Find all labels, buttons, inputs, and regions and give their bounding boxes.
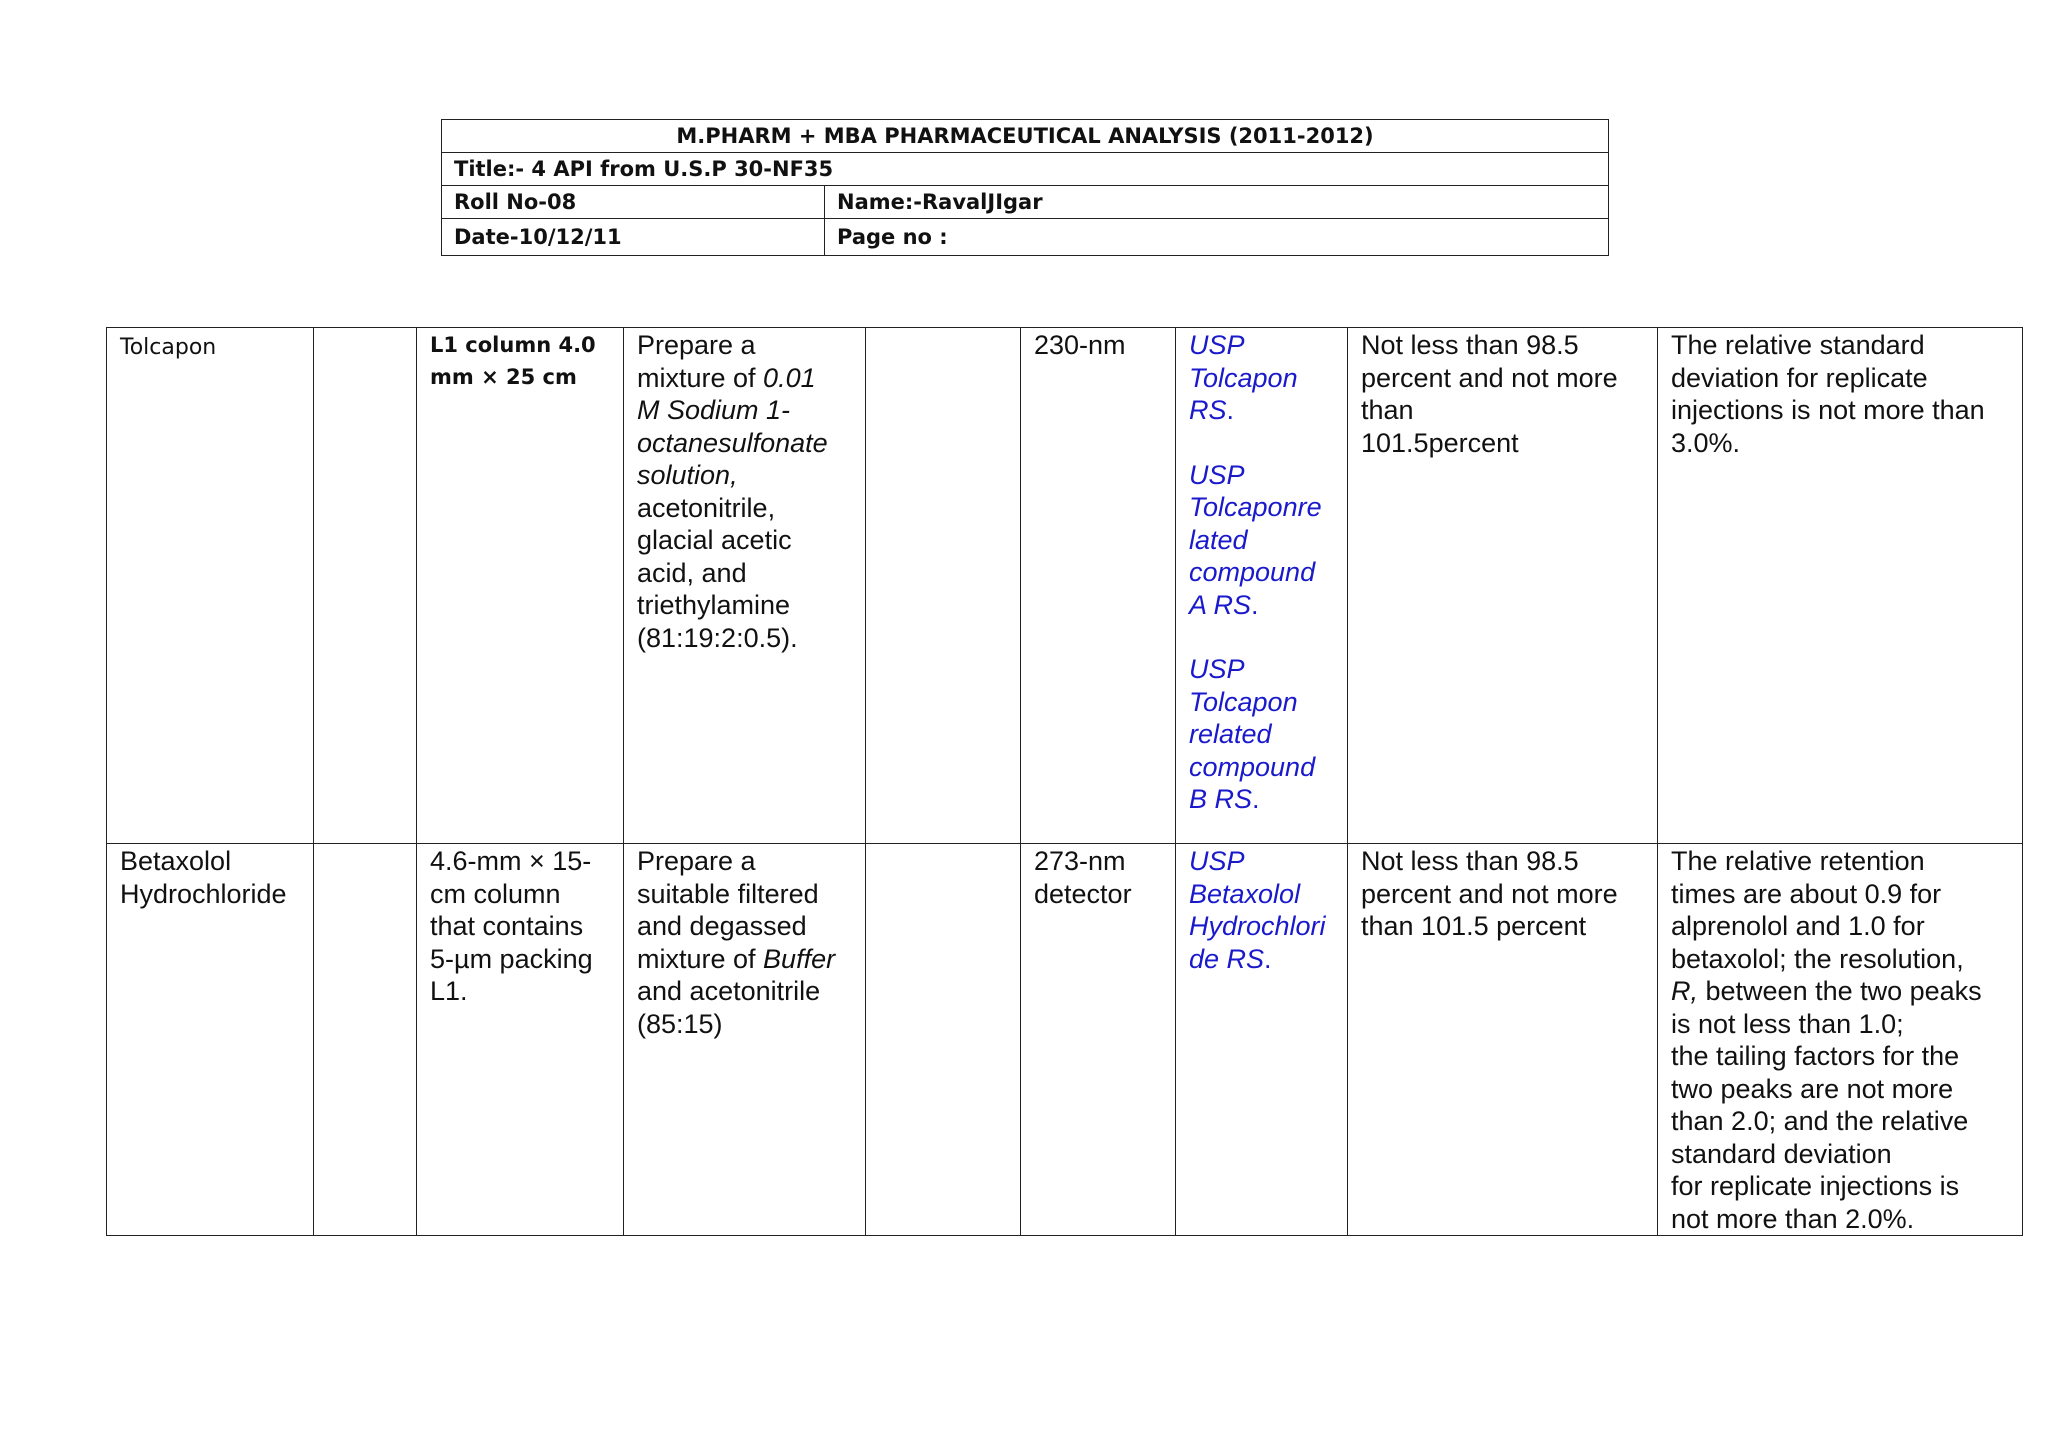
suitability-text: alprenolol and 1.0 for	[1671, 911, 1925, 941]
course-title: M.PHARM + MBA PHARMACEUTICAL ANALYSIS (2011-2012)	[442, 120, 1609, 153]
drug-name: Betaxolol	[120, 846, 232, 876]
date: Date-10/12/11	[442, 219, 825, 256]
suitability-cell	[1658, 844, 2023, 1236]
suitability-text: standard deviation	[1671, 1138, 1892, 1169]
suitability-italic: R,	[1671, 976, 1698, 1006]
header-row-roll	[442, 186, 1609, 219]
mobile-phase-cell	[624, 844, 866, 1236]
detector-text: 230-nm	[1034, 330, 1126, 360]
empty-cell	[314, 328, 417, 844]
mobile-phase-italic: Buffer	[763, 943, 836, 974]
column-cell	[417, 328, 624, 844]
suitability-text: is not less than 1.0;	[1671, 1008, 1904, 1039]
empty-cell	[866, 328, 1021, 844]
suitability-text: The relative retention	[1671, 846, 1925, 876]
mobile-phase-text	[637, 943, 852, 976]
mobile-phase-text: and acetonitrile	[637, 976, 821, 1006]
reference-standard-cell	[1176, 844, 1348, 1236]
reference-text	[1189, 783, 1334, 816]
limits-text: percent and not more	[1361, 362, 1618, 393]
detector-cell	[1021, 844, 1176, 1236]
detector-cell	[1021, 328, 1176, 844]
suitability-text	[1671, 975, 2009, 1008]
reference-text: Betaxolol	[1189, 878, 1301, 909]
limits-text: than 101.5 percent	[1361, 911, 1587, 941]
header-row-title	[442, 153, 1609, 186]
reference-text: compound	[1189, 557, 1316, 587]
limits-text: percent and not more	[1361, 878, 1618, 909]
mobile-phase-text: (85:15)	[637, 1008, 723, 1039]
suitability-text: betaxolol; the resolution,	[1671, 943, 1964, 974]
drug-name: Tolcapon	[120, 335, 217, 360]
reference-text	[1189, 589, 1334, 622]
reference-standard	[1189, 653, 1334, 816]
suitability-cell	[1658, 328, 2023, 844]
reference-text	[1189, 943, 1334, 976]
reference-text: USP	[1189, 459, 1245, 490]
limits-text: Not less than 98.5	[1361, 330, 1579, 360]
reference-text: Hydrochlori	[1189, 911, 1326, 941]
suitability-text: two peaks are not more	[1671, 1073, 1954, 1104]
suitability-text: than 2.0; and the relative	[1671, 1106, 1969, 1136]
mobile-phase-text	[637, 362, 852, 395]
limits-text: 101.5percent	[1361, 427, 1519, 458]
mobile-phase-italic: M Sodium 1-	[637, 395, 791, 425]
document-title: Title:- 4 API from U.S.P 30-NF35	[442, 153, 1609, 186]
drug-name: Hydrochloride	[120, 878, 287, 909]
suitability-text: injections is not more than	[1671, 395, 1985, 425]
reference-standard	[1189, 459, 1334, 622]
mobile-phase-text: Prepare a	[637, 330, 756, 360]
header-row-date	[442, 219, 1609, 256]
mobile-phase-text: mixture of	[637, 943, 764, 974]
mobile-phase-text: triethylamine	[637, 590, 791, 620]
mobile-phase-text: Prepare a	[637, 846, 756, 876]
mobile-phase-text: glacial acetic	[637, 525, 792, 555]
mobile-phase-text: suitable filtered	[637, 878, 819, 909]
table-row	[107, 844, 2023, 1236]
reference-text: Tolcaponre	[1189, 492, 1322, 522]
mobile-phase-text: (81:19:2:0.5).	[637, 622, 798, 653]
mobile-phase-text: acetonitrile,	[637, 492, 776, 523]
reference-text: A RS	[1189, 589, 1252, 620]
suitability-text: times are about 0.9 for	[1671, 878, 1942, 909]
reference-period: .	[1252, 784, 1260, 814]
page-number: Page no :	[825, 219, 1609, 256]
column-text: cm column	[430, 878, 561, 909]
column-text: L1.	[430, 976, 468, 1006]
empty-cell	[314, 844, 417, 1236]
reference-text: compound	[1189, 751, 1316, 782]
analysis-table	[106, 327, 2023, 1236]
mobile-phase-text: and degassed	[637, 911, 807, 941]
suitability-text: deviation for replicate	[1671, 362, 1928, 393]
reference-text: RS	[1189, 395, 1227, 425]
reference-text: lated	[1189, 524, 1248, 555]
limits-cell	[1348, 844, 1658, 1236]
header-row-course	[442, 120, 1609, 153]
mobile-phase-text: mixture of	[637, 362, 764, 393]
mobile-phase-text: acid, and	[637, 557, 747, 588]
reference-standard-cell	[1176, 328, 1348, 844]
limits-cell	[1348, 328, 1658, 844]
empty-cell	[866, 844, 1021, 1236]
reference-text: USP	[1189, 846, 1245, 876]
reference-text: related	[1189, 719, 1272, 749]
reference-period: .	[1251, 589, 1259, 620]
suitability-text: for replicate injections is	[1671, 1171, 1960, 1201]
limits-text: Not less than 98.5	[1361, 846, 1579, 876]
table-row	[107, 328, 2023, 844]
column-text: mm × 25 cm	[430, 365, 577, 389]
reference-standard	[1189, 845, 1334, 975]
reference-text: USP	[1189, 654, 1245, 684]
student-name: Name:-RavalJIgar	[825, 186, 1609, 219]
reference-period: .	[1264, 943, 1272, 974]
column-text: L1 column 4.0	[430, 333, 596, 357]
mobile-phase-italic: solution,	[637, 460, 738, 490]
suitability-text: not more than 2.0%.	[1671, 1203, 1915, 1234]
reference-text	[1189, 394, 1334, 427]
reference-text: USP	[1189, 330, 1245, 360]
reference-standard	[1189, 329, 1334, 427]
reference-text: Tolcapon	[1189, 362, 1298, 393]
mobile-phase-italic: 0.01	[763, 362, 816, 393]
column-cell	[417, 844, 624, 1236]
limits-text: than	[1361, 395, 1414, 425]
drug-cell	[107, 844, 314, 1236]
reference-text: B RS	[1189, 784, 1253, 814]
reference-text: de RS	[1189, 943, 1265, 974]
reference-text: Tolcapon	[1189, 686, 1298, 717]
roll-number: Roll No-08	[442, 186, 825, 219]
column-text: that contains	[430, 911, 584, 941]
suitability-text: between the two peaks	[1698, 976, 1982, 1006]
suitability-text: 3.0%.	[1671, 427, 1741, 458]
detector-text: detector	[1034, 878, 1132, 909]
column-text: 4.6-mm × 15-	[430, 846, 592, 876]
suitability-text: The relative standard	[1671, 330, 1925, 360]
suitability-text: the tailing factors for the	[1671, 1041, 1960, 1071]
mobile-phase-cell	[624, 328, 866, 844]
detector-text: 273-nm	[1034, 846, 1126, 876]
mobile-phase-italic: octanesulfonate	[637, 427, 828, 458]
reference-period: .	[1226, 395, 1235, 425]
column-text: 5-µm packing	[430, 943, 593, 974]
drug-cell	[107, 328, 314, 844]
header-table	[441, 119, 1609, 256]
